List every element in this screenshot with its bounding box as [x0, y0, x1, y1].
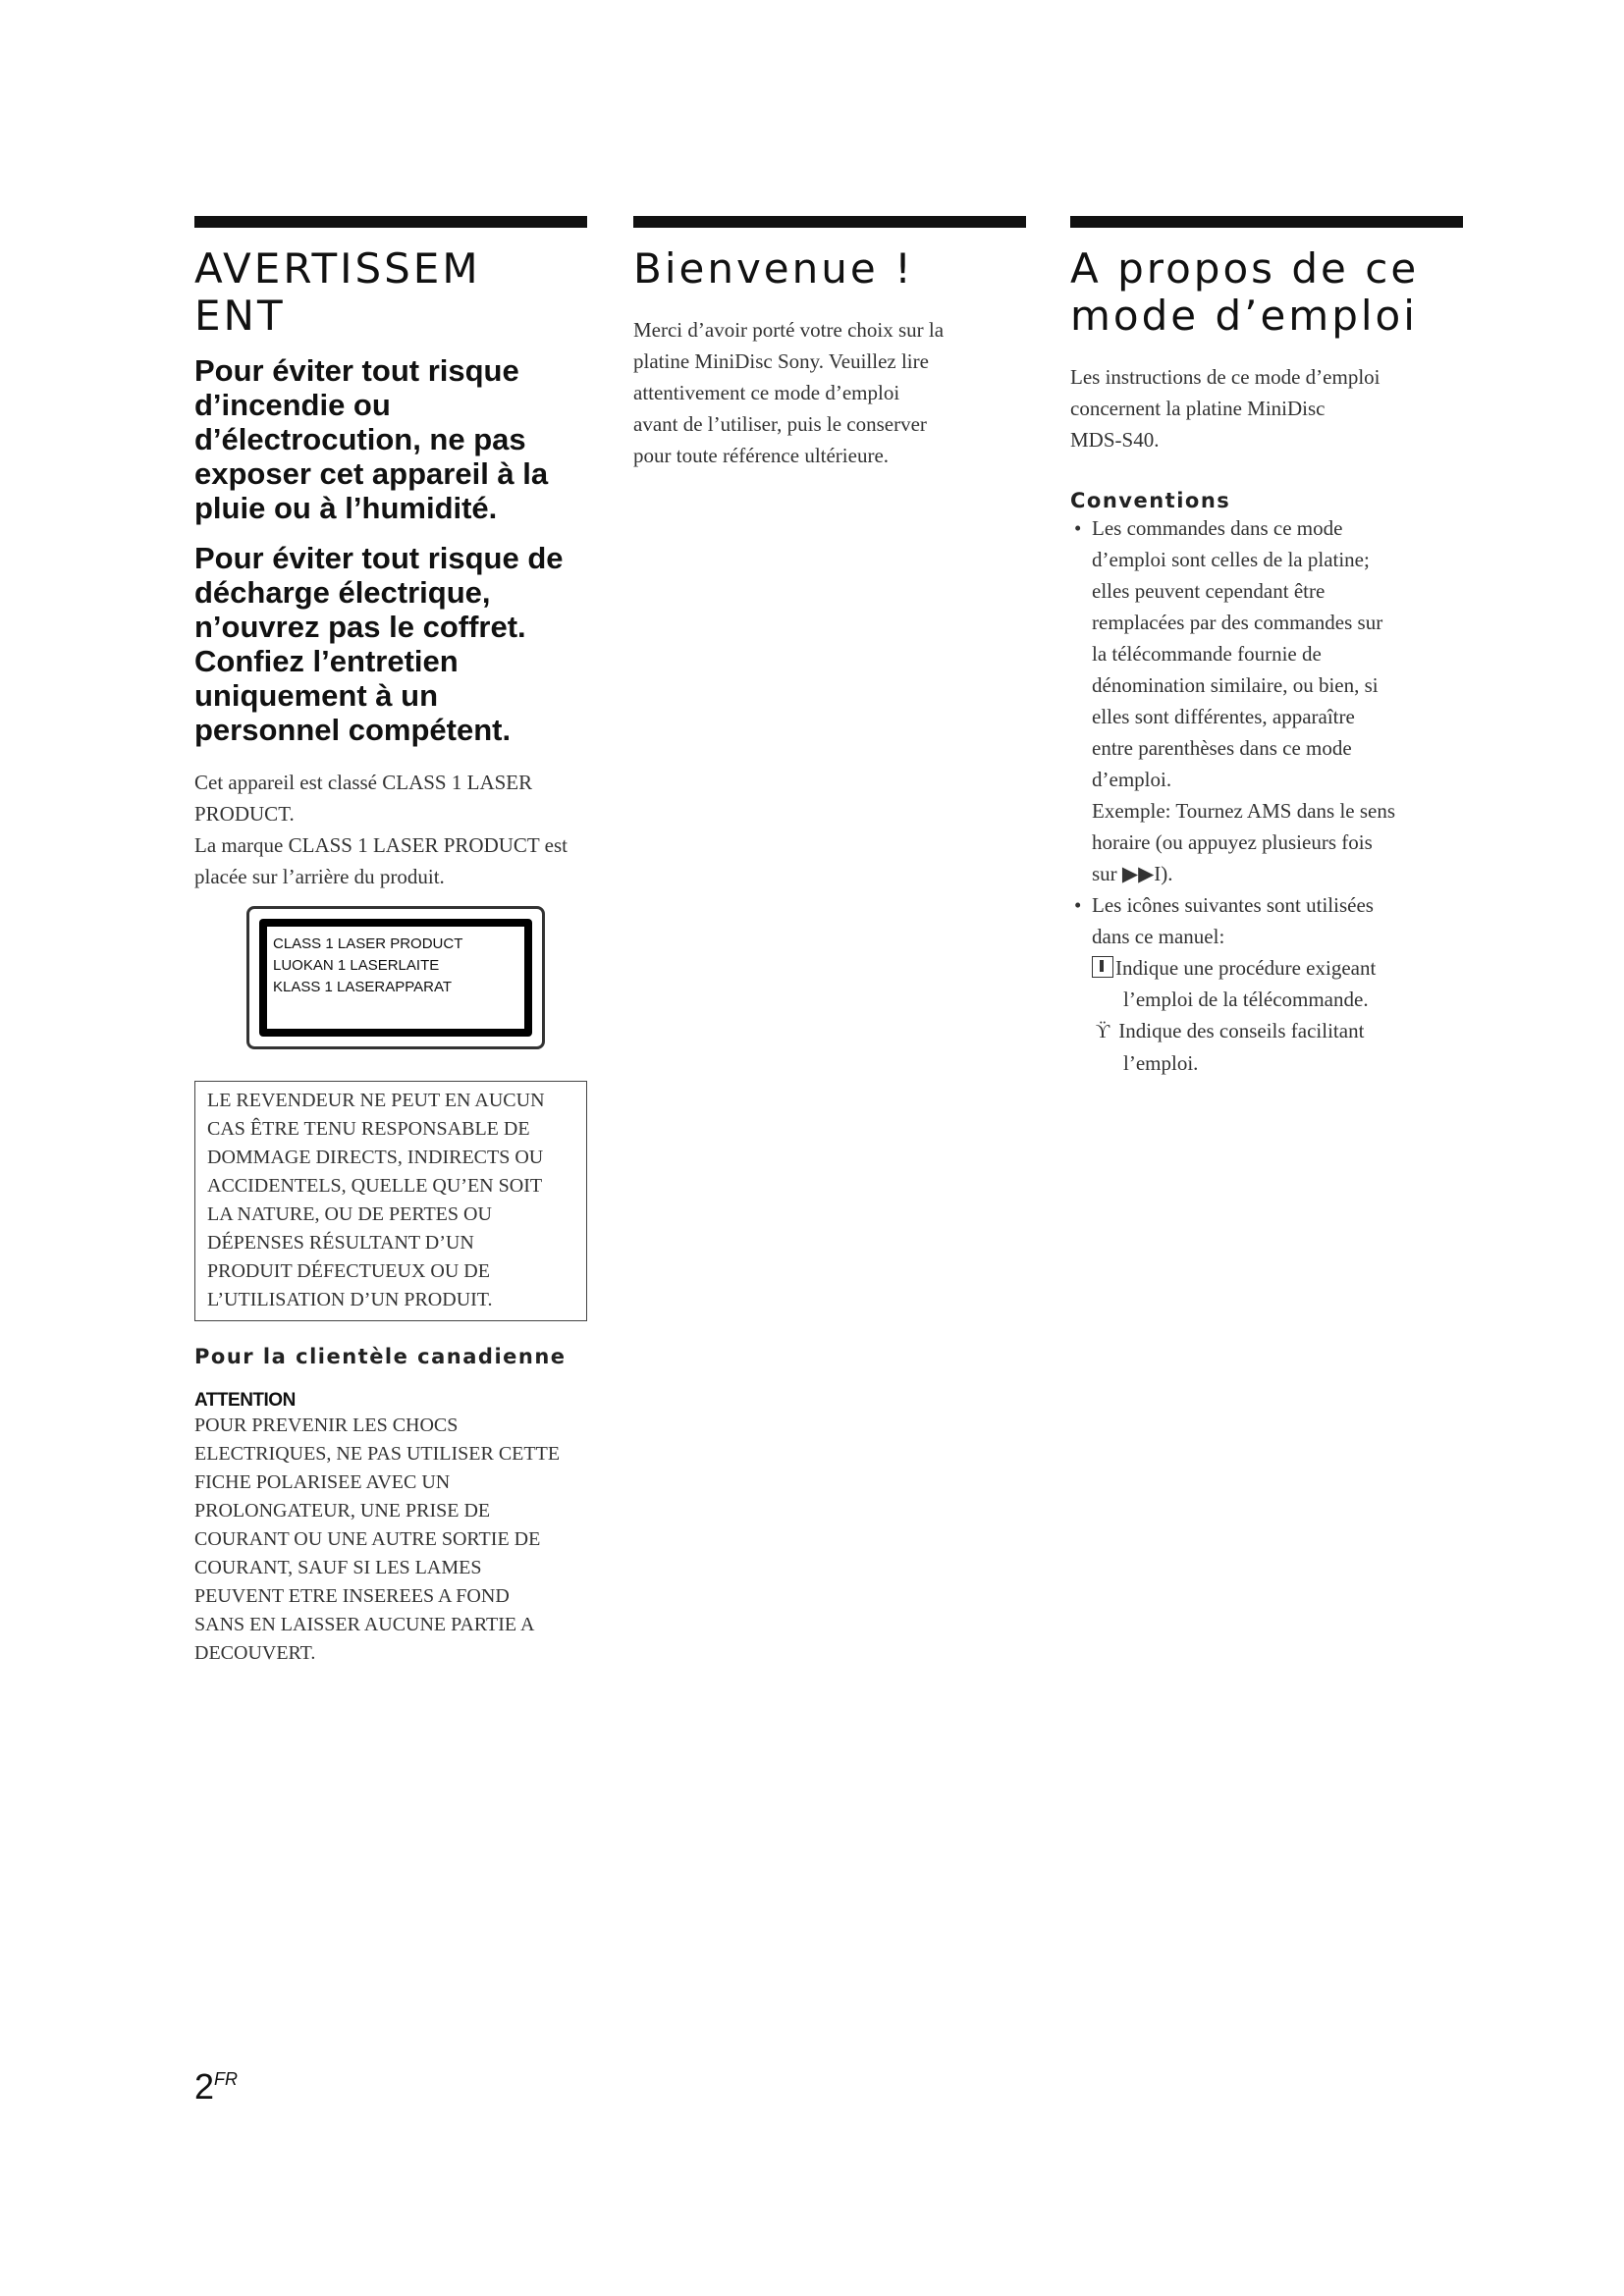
- about-heading: [1070, 245, 1463, 340]
- text-line: CAS ÊTRE TENU RESPONSABLE DE: [207, 1118, 530, 1140]
- shock-warning: [194, 541, 587, 747]
- text-line: SANS EN LAISSER AUCUNE PARTIE A: [194, 1614, 535, 1635]
- text-line: pluie ou à l’humidité.: [194, 491, 498, 525]
- text-line: platine MiniDisc Sony. Veuillez lire: [633, 349, 929, 373]
- welcome-text: [633, 314, 1026, 471]
- text-line: uniquement à un: [194, 678, 438, 713]
- text-line: remplacées par des commandes sur: [1092, 611, 1383, 634]
- text-line: DÉPENSES RÉSULTANT D’UN: [207, 1232, 474, 1254]
- tip-icon-entry: [1070, 1015, 1463, 1079]
- text-line: L’UTILISATION D’UN PRODUIT.: [207, 1289, 493, 1310]
- label-line: CLASS 1 LASER PRODUCT: [273, 935, 463, 952]
- list-item: [1070, 512, 1463, 889]
- laser-class-text: [194, 767, 587, 892]
- column-warning: [194, 216, 587, 1668]
- remote-icon-entry: [1070, 952, 1463, 1015]
- bullet-mark: •: [1074, 893, 1082, 917]
- text-line: d’emploi.: [1092, 768, 1172, 791]
- conventions-list: [1070, 512, 1463, 1079]
- text-line: elles sont différentes, apparaître: [1092, 705, 1355, 728]
- text-line: horaire (ou appuyez plusieurs fois: [1092, 830, 1373, 854]
- text-line: sur ▶▶I).: [1092, 862, 1173, 885]
- text-line: Pour éviter tout risque de: [194, 541, 564, 575]
- text-line: n’ouvrez pas le coffret.: [194, 610, 526, 644]
- label-line: KLASS 1 LASERAPPARAT: [273, 979, 453, 995]
- welcome-heading: Bienvenue !: [633, 244, 914, 293]
- tip-bulb-icon: ϔ: [1095, 1021, 1110, 1042]
- text-line: DOMMAGE DIRECTS, INDIRECTS OU: [207, 1147, 544, 1168]
- remote-icon: [1092, 956, 1113, 978]
- text-line: dénomination similaire, ou bien, si: [1092, 673, 1379, 697]
- text-line: Les instructions de ce mode d’emploi: [1070, 365, 1380, 389]
- text-line: Pour éviter tout risque: [194, 353, 519, 388]
- text-line: FICHE POLARISEE AVEC UN: [194, 1471, 451, 1493]
- text-line: Confiez l’entretien: [194, 644, 459, 678]
- text-line: personnel compétent.: [194, 713, 512, 747]
- text-line: ELECTRIQUES, NE PAS UTILISER CETTE: [194, 1443, 561, 1465]
- page-number-value: 2: [194, 2066, 215, 2107]
- text-line: pour toute référence ultérieure.: [633, 444, 890, 467]
- text-line: l’emploi.: [1123, 1051, 1199, 1075]
- text-line: entre parenthèses dans ce mode: [1092, 736, 1352, 760]
- text-line: ACCIDENTELS, QUELLE QU’EN SOIT: [207, 1175, 543, 1197]
- text-line: l’emploi de la télécommande.: [1123, 988, 1369, 1011]
- heading-rule: [1070, 216, 1463, 228]
- page-number: [194, 2066, 238, 2108]
- text-line: LE REVENDEUR NE PEUT EN AUCUN: [207, 1090, 545, 1111]
- about-intro: [1070, 361, 1463, 455]
- text-line: décharge électrique,: [194, 575, 491, 610]
- text-line: dans ce manuel:: [1092, 925, 1225, 948]
- canada-heading: Pour la clientèle canadienne: [194, 1345, 567, 1368]
- text-line: COURANT OU UNE AUTRE SORTIE DE: [194, 1528, 541, 1550]
- attention-label: ATTENTION: [194, 1390, 296, 1411]
- text-line: exposer cet appareil à la: [194, 456, 549, 491]
- heading-line: mode d’emploi: [1070, 292, 1418, 340]
- heading-line: A propos de ce: [1070, 244, 1420, 293]
- text-line: LA NATURE, OU DE PERTES OU: [207, 1203, 492, 1225]
- language-suffix: FR: [214, 2069, 239, 2089]
- text-line: Merci d’avoir porté votre choix sur la: [633, 318, 945, 342]
- conventions-heading: Conventions: [1070, 489, 1231, 512]
- text-line: Les icônes suivantes sont utilisées: [1092, 893, 1374, 917]
- heading-rule: [633, 216, 1026, 228]
- text-line: avant de l’utiliser, puis le conserver: [633, 412, 927, 436]
- attention-text: [194, 1412, 587, 1668]
- text-line: Indique une procédure exigeant: [1115, 956, 1377, 980]
- text-line: Les commandes dans ce mode: [1092, 516, 1343, 540]
- text-line: COURANT, SAUF SI LES LAMES: [194, 1557, 482, 1578]
- text-line: elles peuvent cependant être: [1092, 579, 1326, 603]
- text-line: placée sur l’arrière du produit.: [194, 865, 445, 888]
- text-line: PROLONGATEUR, UNE PRISE DE: [194, 1500, 491, 1522]
- text-line: MDS-S40.: [1070, 428, 1160, 452]
- text-line: attentivement ce mode d’emploi: [633, 381, 900, 404]
- text-line: Cet appareil est classé CLASS 1 LASER: [194, 771, 533, 794]
- warning-heading: AVERTISSEM ENT: [194, 244, 481, 340]
- text-line: la télécommande fournie de: [1092, 642, 1322, 666]
- label-line: LUOKAN 1 LASERLAITE: [273, 957, 440, 974]
- list-item: [1070, 889, 1463, 952]
- text-line: d’emploi sont celles de la platine;: [1092, 548, 1370, 571]
- text-line: POUR PREVENIR LES CHOCS: [194, 1415, 459, 1436]
- column-welcome: [633, 216, 1026, 471]
- text-line: d’incendie ou: [194, 388, 391, 422]
- liability-disclaimer-box: [194, 1081, 587, 1321]
- heading-rule: [194, 216, 587, 228]
- text-line: PEUVENT ETRE INSEREES A FOND: [194, 1585, 510, 1607]
- text-line: d’électrocution, ne pas: [194, 422, 526, 456]
- text-line: concernent la platine MiniDisc: [1070, 397, 1326, 420]
- bullet-mark: •: [1074, 516, 1082, 540]
- text-line: PRODUIT DÉFECTUEUX OU DE: [207, 1260, 490, 1282]
- fire-warning: [194, 353, 587, 525]
- laser-product-label: [246, 906, 545, 1049]
- text-line: DECOUVERT.: [194, 1642, 316, 1664]
- label-text: [267, 927, 524, 1029]
- text-line: PRODUCT.: [194, 802, 295, 826]
- text-line: Indique des conseils facilitant: [1118, 1019, 1365, 1042]
- column-about-manual: [1070, 216, 1463, 1079]
- text-line: La marque CLASS 1 LASER PRODUCT est: [194, 833, 568, 857]
- text-line: Exemple: Tournez AMS dans le sens: [1092, 799, 1396, 823]
